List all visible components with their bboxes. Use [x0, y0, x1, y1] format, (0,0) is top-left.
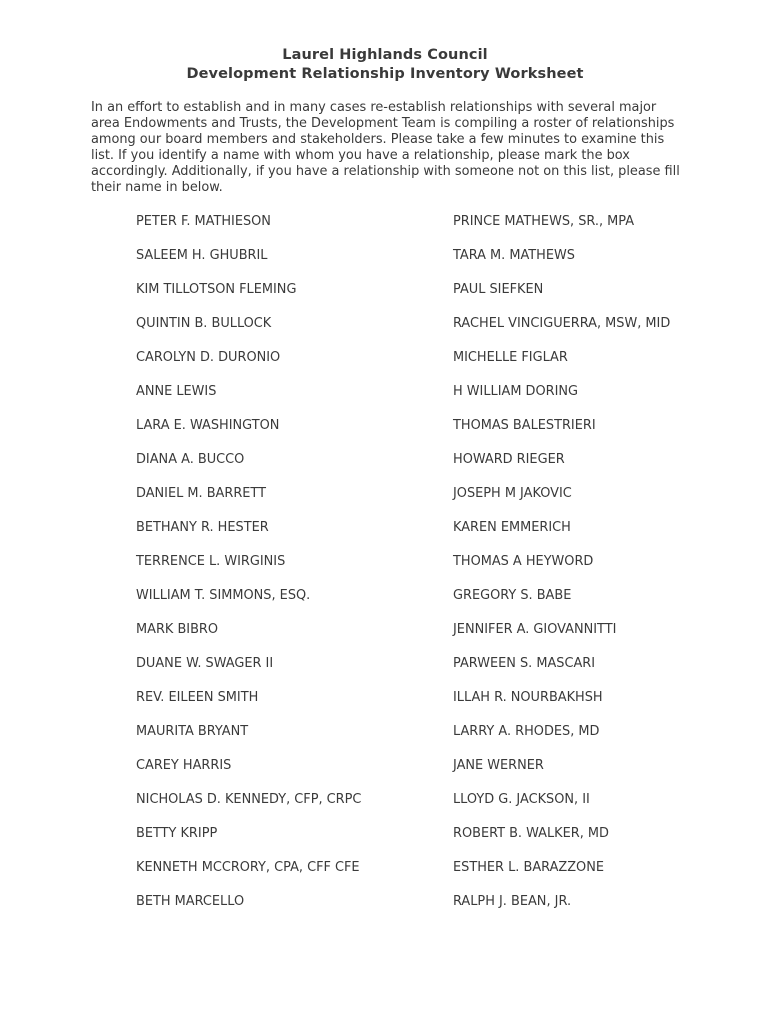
name-entry-right: PARWEEN S. MASCARI [453, 656, 596, 671]
name-entry-left: SALEEM H. GHUBRIL [136, 248, 268, 263]
name-entry-left: WILLIAM T. SIMMONS, ESQ. [136, 588, 311, 603]
name-row [0, 723, 770, 757]
name-entry-right: MICHELLE FIGLAR [453, 350, 568, 365]
name-row [0, 791, 770, 825]
document-header [0, 46, 770, 84]
name-entry-left: QUINTIN B. BULLOCK [136, 316, 272, 331]
name-entry-left: MARK BIBRO [136, 622, 219, 637]
name-entry-right: THOMAS A HEYWORD [453, 554, 594, 569]
name-row [0, 553, 770, 587]
name-entry-right: RALPH J. BEAN, JR. [453, 894, 572, 909]
name-entry-right: GREGORY S. BABE [453, 588, 572, 603]
name-entry-left: LARA E. WASHINGTON [136, 418, 280, 433]
name-entry-left: CAROLYN D. DURONIO [136, 350, 281, 365]
name-entry-left: BETH MARCELLO [136, 894, 245, 909]
name-entry-right: PAUL SIEFKEN [453, 282, 544, 297]
name-row [0, 621, 770, 655]
name-entry-left: CAREY HARRIS [136, 758, 232, 773]
name-row [0, 587, 770, 621]
name-row [0, 825, 770, 859]
name-row [0, 655, 770, 689]
name-entry-right: ILLAH R. NOURBAKHSH [453, 690, 603, 705]
name-entry-left: DUANE W. SWAGER II [136, 656, 274, 671]
name-row [0, 213, 770, 247]
name-row [0, 519, 770, 553]
name-entry-left: KENNETH MCCRORY, CPA, CFF CFE [136, 860, 360, 875]
name-entry-left: BETHANY R. HESTER [136, 520, 269, 535]
name-row [0, 859, 770, 893]
name-entry-right: PRINCE MATHEWS, SR., MPA [453, 214, 635, 229]
name-entry-right: LARRY A. RHODES, MD [453, 724, 600, 739]
name-row [0, 247, 770, 281]
name-list [0, 213, 770, 927]
name-entry-left: DANIEL M. BARRETT [136, 486, 266, 501]
name-row [0, 281, 770, 315]
name-entry-left: ANNE LEWIS [136, 384, 217, 399]
name-row [0, 349, 770, 383]
name-row [0, 689, 770, 723]
name-entry-right: HOWARD RIEGER [453, 452, 565, 467]
name-row [0, 893, 770, 927]
name-entry-right: ROBERT B. WALKER, MD [453, 826, 609, 841]
name-row [0, 383, 770, 417]
name-entry-right: ESTHER L. BARAZZONE [453, 860, 604, 875]
name-entry-left: REV. EILEEN SMITH [136, 690, 259, 705]
name-row [0, 757, 770, 791]
name-entry-right: THOMAS BALESTRIERI [453, 418, 596, 433]
name-entry-right: LLOYD G. JACKSON, II [453, 792, 590, 807]
name-entry-left: MAURITA BRYANT [136, 724, 249, 739]
name-entry-right: KAREN EMMERICH [453, 520, 571, 535]
name-entry-right: RACHEL VINCIGUERRA, MSW, MID [453, 316, 671, 331]
intro-paragraph: In an effort to establish and in many cases re-establish relationships with several major area Endowments and Trusts, the Development Team is compiling a roster of relationships among our board members and stakeholders. Please take a few minutes to examine this list. If you identify a name with whom you have a relationship, please mark the box accordingly. Additionally, if you have a relationship with someone not on this list, please fill their name in below. [91, 100, 680, 195]
name-entry-right: H WILLIAM DORING [453, 384, 579, 399]
name-row [0, 315, 770, 349]
name-entry-right: JOSEPH M JAKOVIC [453, 486, 572, 501]
name-row [0, 485, 770, 519]
name-entry-left: KIM TILLOTSON FLEMING [136, 282, 297, 297]
name-entry-right: TARA M. MATHEWS [453, 248, 575, 263]
name-entry-left: DIANA A. BUCCO [136, 452, 245, 467]
name-row [0, 417, 770, 451]
organization-title: Laurel Highlands Council [282, 47, 488, 63]
name-entry-left: PETER F. MATHIESON [136, 214, 271, 229]
name-row [0, 451, 770, 485]
name-entry-left: NICHOLAS D. KENNEDY, CFP, CRPC [136, 792, 362, 807]
worksheet-title: Development Relationship Inventory Worksheet [186, 66, 584, 82]
name-entry-left: TERRENCE L. WIRGINIS [136, 554, 286, 569]
name-entry-left: BETTY KRIPP [136, 826, 218, 841]
name-entry-right: JENNIFER A. GIOVANNITTI [453, 622, 617, 637]
name-entry-right: JANE WERNER [453, 758, 544, 773]
